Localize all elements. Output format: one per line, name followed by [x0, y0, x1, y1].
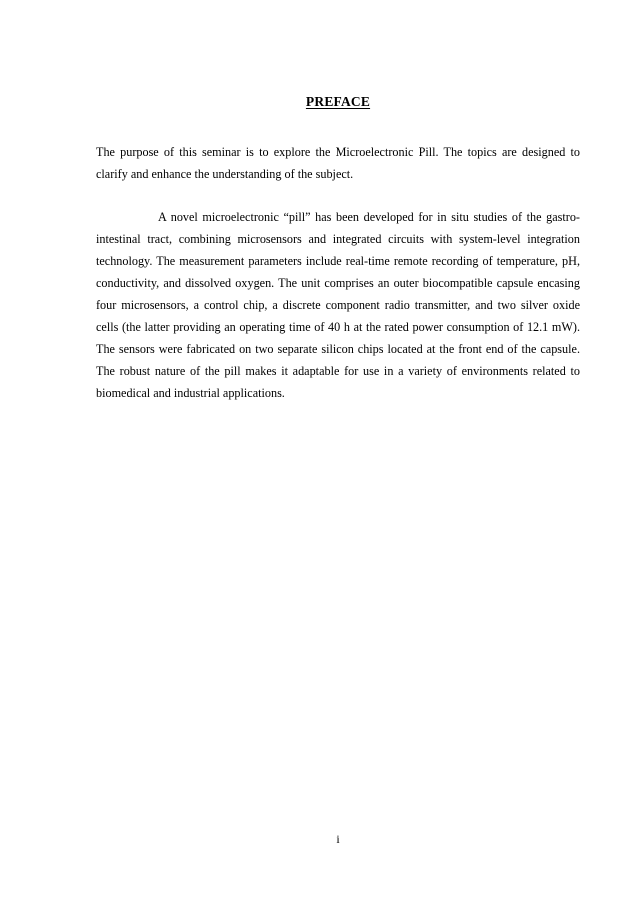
page-number: i	[336, 832, 340, 846]
page-title: PREFACE	[305, 94, 371, 109]
intro-paragraph: The purpose of this seminar is to explore the Microelectronic Pill. The topics are designed to clarify and enhance the understanding of the subject.	[96, 145, 580, 181]
description-paragraph: A novel microelectronic “pill” has been developed for in situ studies of the gastro-intestinal tract, combining microsensors and integrated circuits with system-level integration technology. The measurement parameters include real-time remote recording of temperature, pH, conductivity, and dissolved oxygen. The unit comprises an outer biocompatible capsule encasing four microsensors, a control chip, a discrete component radio transmitter, and two silver oxide cells (the latter providing an operating time of 40 h at the rated power consumption of 12.1 mW). The sensors were fabricated on two separate silicon chips located at the front end of the capsule. The robust nature of the pill makes it adaptable for use in a variety of environments related to biomedical and industrial applications.	[96, 210, 580, 400]
